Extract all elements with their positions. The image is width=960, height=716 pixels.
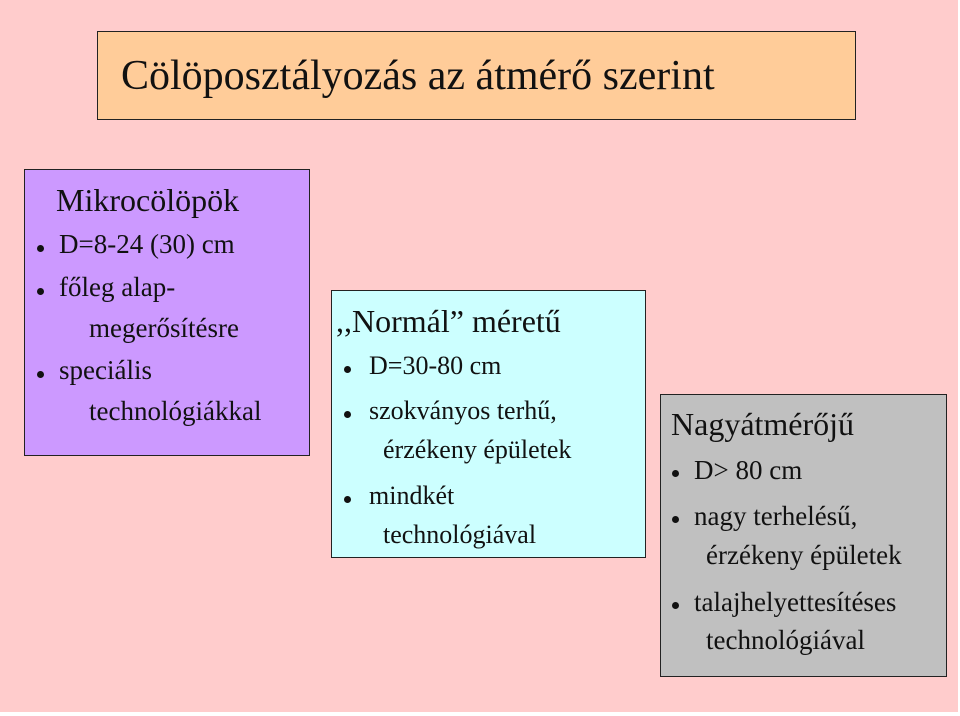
- micro-bullet-3-line-2: technológiákkal: [89, 396, 262, 426]
- large-bullet-3-line-2: technológiával: [706, 625, 865, 655]
- micro-bullet-2-line-1: főleg alap-: [59, 272, 176, 302]
- large-piles-box: [660, 394, 947, 677]
- large-bullet-3-line-1: talajhelyettesítéses: [694, 587, 897, 617]
- normal-bullet-3-line-2: technológiával: [383, 520, 537, 549]
- large-bullet-1-line-1: D> 80 cm: [694, 455, 803, 485]
- bullet-dot: [37, 245, 44, 252]
- bullet-dot: [344, 496, 351, 503]
- bullet-dot: [672, 516, 679, 523]
- normal-bullet-1-line-1: D=30-80 cm: [369, 351, 502, 380]
- normal-piles-box: [331, 290, 646, 558]
- large-bullet-2-line-2: érzékeny épületek: [706, 540, 902, 570]
- micro-piles-box: [24, 169, 310, 456]
- bullet-dot: [672, 470, 679, 477]
- micro-bullet-1-line-1: D=8-24 (30) cm: [59, 229, 235, 259]
- slide-title: Cölöposztályozás az átmérő szerint: [121, 53, 715, 99]
- micro-bullet-3-line-1: speciális: [59, 355, 152, 385]
- normal-bullet-3-line-1: mindkét: [369, 481, 455, 510]
- bullet-dot: [672, 602, 679, 609]
- title-box: [97, 31, 856, 120]
- large-piles-heading: Nagyátmérőjű: [671, 406, 855, 442]
- normal-piles-heading: ,,Normál” méretű: [336, 303, 561, 339]
- bullet-dot: [344, 411, 351, 418]
- normal-bullet-2-line-2: érzékeny épületek: [383, 435, 572, 464]
- bullet-dot: [37, 288, 44, 295]
- micro-bullet-2-line-2: megerősítésre: [89, 313, 239, 343]
- micro-piles-heading: Mikrocölöpök: [56, 182, 240, 218]
- bullet-dot: [37, 371, 44, 378]
- large-bullet-2-line-1: nagy terhelésű,: [694, 501, 858, 531]
- normal-bullet-2-line-1: szokványos terhű,: [369, 396, 557, 425]
- bullet-dot: [344, 366, 351, 373]
